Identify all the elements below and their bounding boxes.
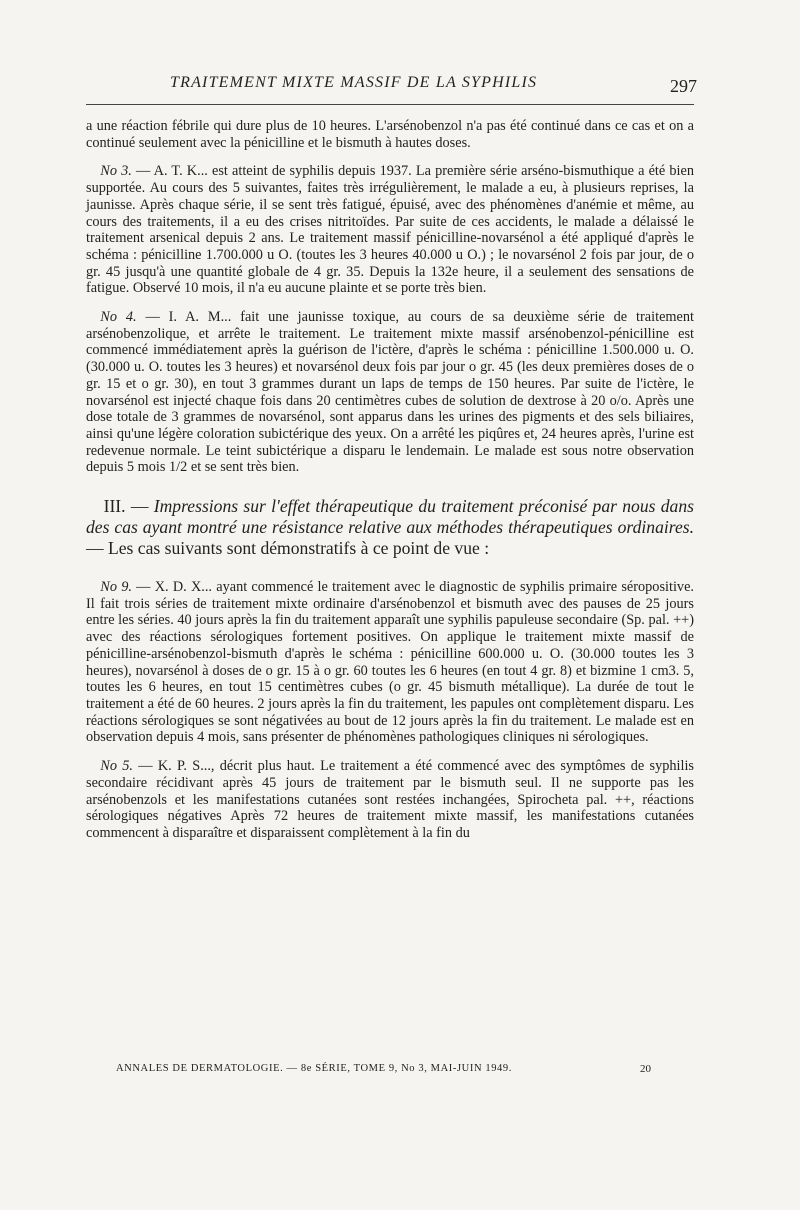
running-header-title: TRAITEMENT MIXTE MASSIF DE LA SYPHILIS	[170, 74, 538, 91]
case-number: No 4.	[100, 309, 137, 326]
case-4-paragraph	[86, 309, 694, 476]
case-text: — I. A. M... fait une jaunisse toxique, au cours de sa deuxième série de traitement arsénobenzolique, et arrête le traitement. Le traitement mixte massif arsénobenzol-pénicilline est commencé immédiatement après la guérison de l'ictère, d'après le schéma : pénicilline 1.500.000 u. O. (30.000 u. O. toutes les 3 heures) et novarsénol deux fois par jour o gr. 45 (les deux premières doses de o gr. 15 et o gr. 30), en tout 3 grammes durant un laps de temps de 150 heures. Par suite de l'ictère, le novarsénol est injecté chaque fois dans 20 centimètres cubes de solution de dextrose à 20 o/o. Après une dose totale de 3 grammes de novarsénol, sont apparus dans les urines des pigments et des sels biliaires, ainsi qu'une légère coloration subictérique des yeux. On a arrêté les piqûres et, 24 heures après, l'urine est redevenue normale. Le teint subictérique a disparu le lendemain. Le malade est sous notre observation depuis 5 mois 1/2 et se sent très bien.	[86, 309, 694, 476]
case-text: — A. T. K... est atteint de syphilis depuis 1937. La première série arséno-bismuthique a été bien supportée. Au cours des 5 suivantes, faites très irrégulièrement, le malade a eu, à plusieurs reprises, la jaunisse. Après chaque série, il se sent très fatigué, épuisé, avec des phénomènes d'anémie et même, au cours des traitements, il a eu des crises nitritoïdes. Par suite de ces accidents, le malade a délaissé le traitement arsenical depuis 2 ans. Le traitement massif pénicilline-novarsénol a été appliqué d'après le schéma : pénicilline 1.700.000 u O. (toutes les 3 heures 40.000 u O.) ; le novarsénol 2 fois par jour, de o gr. 45 jusqu'à une quantité globale de 4 gr. 35. Depuis la 132e heure, il a seulement des sensations de fatigue. Observé 10 mois, il n'a eu aucune plainte et se porte très bien.	[86, 163, 694, 297]
case-text: — X. D. X... ayant commencé le traitement avec le diagnostic de syphilis primaire séropositive. Il fait trois séries de traitement mixte ordinaire d'arsénobenzol et bismuth avec des pauses de 25 jours entre les séries. 40 jours après la fin du traitement apparaît une syphilis papuleuse secondaire (Sp. pal. ++) avec des réactions sérologiques fortement positives. On applique le traitement mixte massif de pénicilline-arsénobenzol-bismuth d'après le schéma : pénicilline 600.000 u. O. (30.000 toutes les 3 heures), novarsénol à doses de o gr. 15 à o gr. 60 toutes les 6 heures (en tout 4 gr. 8) et bizmine 1 cm3. 5, toutes les 6 heures, en tout 15 centimètres cubes (o gr. 45 bismuth métallique). La durée de tout le traitement a été de 60 heures. 2 jours après la fin du traitement, les papules ont complètement disparu. Les réactions sérologiques se sont négativées au bout de 12 jours après la fin du traitement. Le malade est en observation depuis 4 mois, sans présenter de phénomènes pathologiques cliniques ni sérologiques.	[86, 579, 694, 746]
case-number: No 3.	[100, 163, 132, 180]
case-number: No 9.	[100, 579, 132, 596]
signature-mark: 20	[640, 1063, 651, 1075]
case-5-paragraph	[86, 758, 694, 842]
case-text: — K. P. S..., décrit plus haut. Le traitement a été commencé avec des symptômes de syphilis secondaire récidivant après 45 jours de traitement par le bismuth seul. Il ne supporte pas les arsénobenzols et les manifestations cutanées sont restées inchangées, Spirocheta pal. ++, réactions sérologiques négatives Après 72 heures de traitement mixte massif, les manifestations cutanées commencent à disparaître et disparaissent complètement à la fin du	[86, 758, 694, 841]
article-body	[86, 118, 694, 842]
header-rule	[86, 104, 694, 105]
journal-citation: ANNALES DE DERMATOLOGIE. — 8e SÉRIE, TOME 9, No 3, MAI-JUIN 1949.	[116, 1063, 512, 1074]
case-9-paragraph	[86, 579, 694, 746]
case-3-paragraph	[86, 163, 694, 297]
section-intro: — Les cas suivants sont démonstratifs à ce point de vue :	[86, 538, 490, 559]
page-number: 297	[670, 76, 697, 96]
section-title: Impressions sur l'effet thérapeutique du traitement préconisé par nous dans des cas ayant montré une résistance relative aux méthodes thérapeutiques ordinaires.	[86, 496, 695, 538]
section-heading	[86, 496, 694, 559]
paragraph-continuation: a une réaction fébrile qui dure plus de 10 heures. L'arsénobenzol n'a pas été continué dans ce cas et on a continué seulement avec la pénicilline et le bismuth à hautes doses.	[86, 118, 694, 151]
case-number: No 5.	[100, 758, 133, 775]
section-number: III. —	[103, 496, 149, 517]
